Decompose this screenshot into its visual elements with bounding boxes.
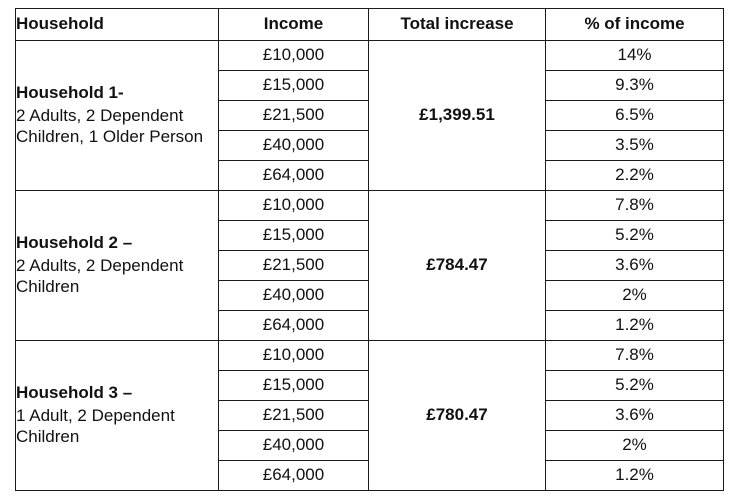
- header-row: [16, 9, 724, 41]
- percent-of-income-cell: 9.3%: [546, 71, 724, 101]
- household-description: 2 Adults, 2 Dependent Children: [16, 255, 184, 296]
- percent-of-income-cell: 2%: [546, 431, 724, 461]
- table-body: [16, 41, 724, 491]
- percent-of-income-cell: 5.2%: [546, 371, 724, 401]
- household-description: 1 Adult, 2 Dependent Children: [16, 405, 175, 446]
- income-cell: £21,500: [219, 401, 369, 431]
- income-cell: £40,000: [219, 131, 369, 161]
- income-cell: £21,500: [219, 101, 369, 131]
- total-increase-cell: £784.47: [369, 191, 546, 341]
- income-cell: £15,000: [219, 221, 369, 251]
- income-cell: £21,500: [219, 251, 369, 281]
- percent-of-income-cell: 2.2%: [546, 161, 724, 191]
- total-increase-column-header: Total increase: [369, 9, 546, 41]
- total-increase-cell: £1,399.51: [369, 41, 546, 191]
- percent-of-income-cell: 3.6%: [546, 251, 724, 281]
- household-cell: [16, 341, 219, 491]
- income-cell: £64,000: [219, 461, 369, 491]
- percent-of-income-cell: 5.2%: [546, 221, 724, 251]
- percent-of-income-column-header: % of income: [546, 9, 724, 41]
- income-cell: £10,000: [219, 341, 369, 371]
- percent-of-income-cell: 7.8%: [546, 191, 724, 221]
- percent-of-income-cell: 1.2%: [546, 461, 724, 491]
- household-name: Household 1-: [16, 82, 124, 102]
- household-description: 2 Adults, 2 Dependent Children, 1 Older Person: [16, 105, 204, 146]
- household-column-header: Household: [16, 9, 219, 41]
- percent-of-income-cell: 3.6%: [546, 401, 724, 431]
- household-name: Household 3 –: [16, 382, 133, 402]
- household-name: Household 2 –: [16, 232, 133, 252]
- percent-of-income-cell: 3.5%: [546, 131, 724, 161]
- income-cell: £40,000: [219, 281, 369, 311]
- income-column-header: Income: [219, 9, 369, 41]
- household-cell: [16, 191, 219, 341]
- income-cell: £15,000: [219, 371, 369, 401]
- income-cell: £10,000: [219, 191, 369, 221]
- income-cell: £64,000: [219, 161, 369, 191]
- income-cell: £40,000: [219, 431, 369, 461]
- percent-of-income-cell: 7.8%: [546, 341, 724, 371]
- household-cell: [16, 41, 219, 191]
- table-row: [16, 41, 724, 71]
- income-cell: £15,000: [219, 71, 369, 101]
- percent-of-income-cell: 14%: [546, 41, 724, 71]
- percent-of-income-cell: 1.2%: [546, 311, 724, 341]
- percent-of-income-cell: 2%: [546, 281, 724, 311]
- table-row: [16, 191, 724, 221]
- income-cell: £10,000: [219, 41, 369, 71]
- household-income-table: [15, 8, 724, 491]
- percent-of-income-cell: 6.5%: [546, 101, 724, 131]
- table-row: [16, 341, 724, 371]
- income-cell: £64,000: [219, 311, 369, 341]
- total-increase-cell: £780.47: [369, 341, 546, 491]
